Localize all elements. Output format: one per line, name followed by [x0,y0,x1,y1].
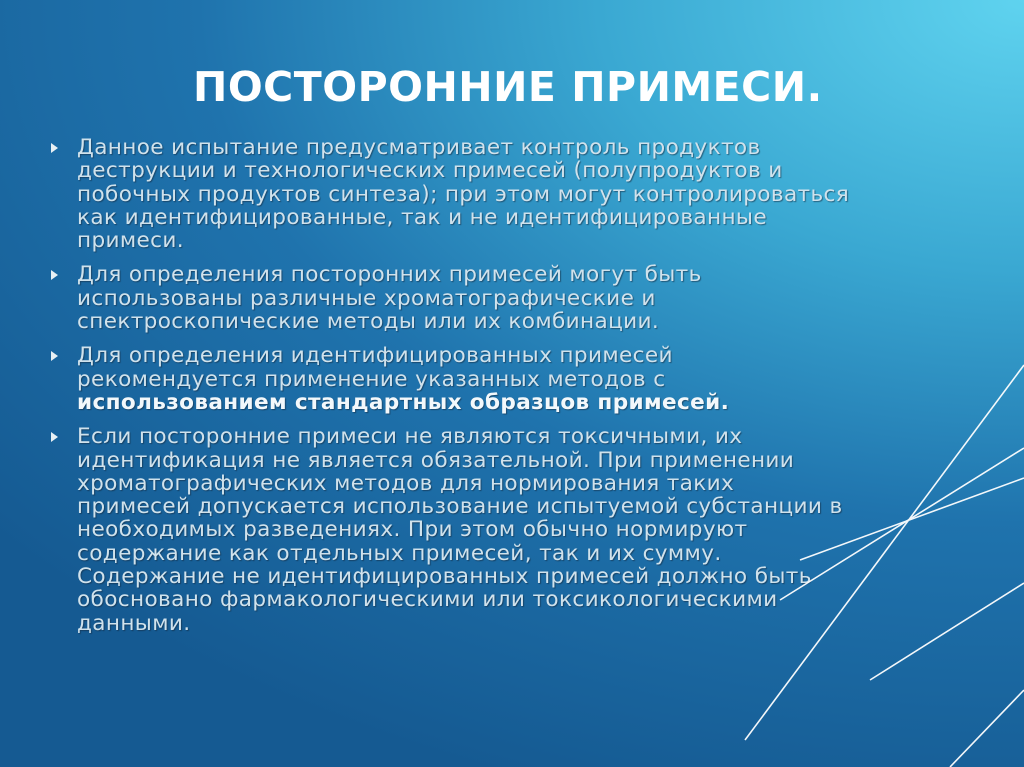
bullet-line: Если посторонние примеси не являются токсичными, их [77,424,743,450]
decor-line [870,583,1024,680]
decor-line [780,448,1024,600]
bullet-line: содержание как отдельных примесей, так и их сумму. [77,540,722,566]
bullet-line: как идентифицированные, так и не идентифицированные [77,204,767,230]
bullet-line: спектроскопические методы или их комбинации. [77,309,660,335]
bullet-line: примеси. [77,228,185,254]
decor-line [800,478,1024,560]
bullet-line: хроматографических методов для нормирования таких [77,470,735,496]
bullet-line: использованы различные хроматографические и [77,285,656,311]
bullet-line-emphasis: использованием стандартных образцов примесей. [77,389,730,415]
decor-line [745,365,1024,740]
bullet-line: идентификация не является обязательной. При применении [77,447,795,473]
bullet-line: Для определения посторонних примесей могут быть [77,262,702,288]
bullet-line: Содержание не идентифицированных примесей должно быть [77,564,812,590]
bullet-line: деструкции и технологических примесей (полупродуктов и [77,158,783,184]
bullet-line: необходимых разведениях. При этом обычно нормируют [77,517,748,543]
bullet-line: побочных продуктов синтеза); при этом могут контролироваться [77,181,850,207]
bullet-line: Для определения идентифицированных примесей [77,343,673,369]
bullet-line: обосновано фармакологическими или токсикологическими [77,587,778,613]
slide-title: ПОСТОРОННИЕ ПРИМЕСИ. [193,63,823,111]
bullet-line: рекомендуется применение указанных методов с [77,366,666,392]
bullet-line: Данное испытание предусматривает контроль продуктов [77,135,761,160]
bullet-line: данными. [77,610,191,636]
bullet-line: примесей допускается использование испытуемой субстанции в [77,494,843,520]
decor-line [950,690,1024,767]
